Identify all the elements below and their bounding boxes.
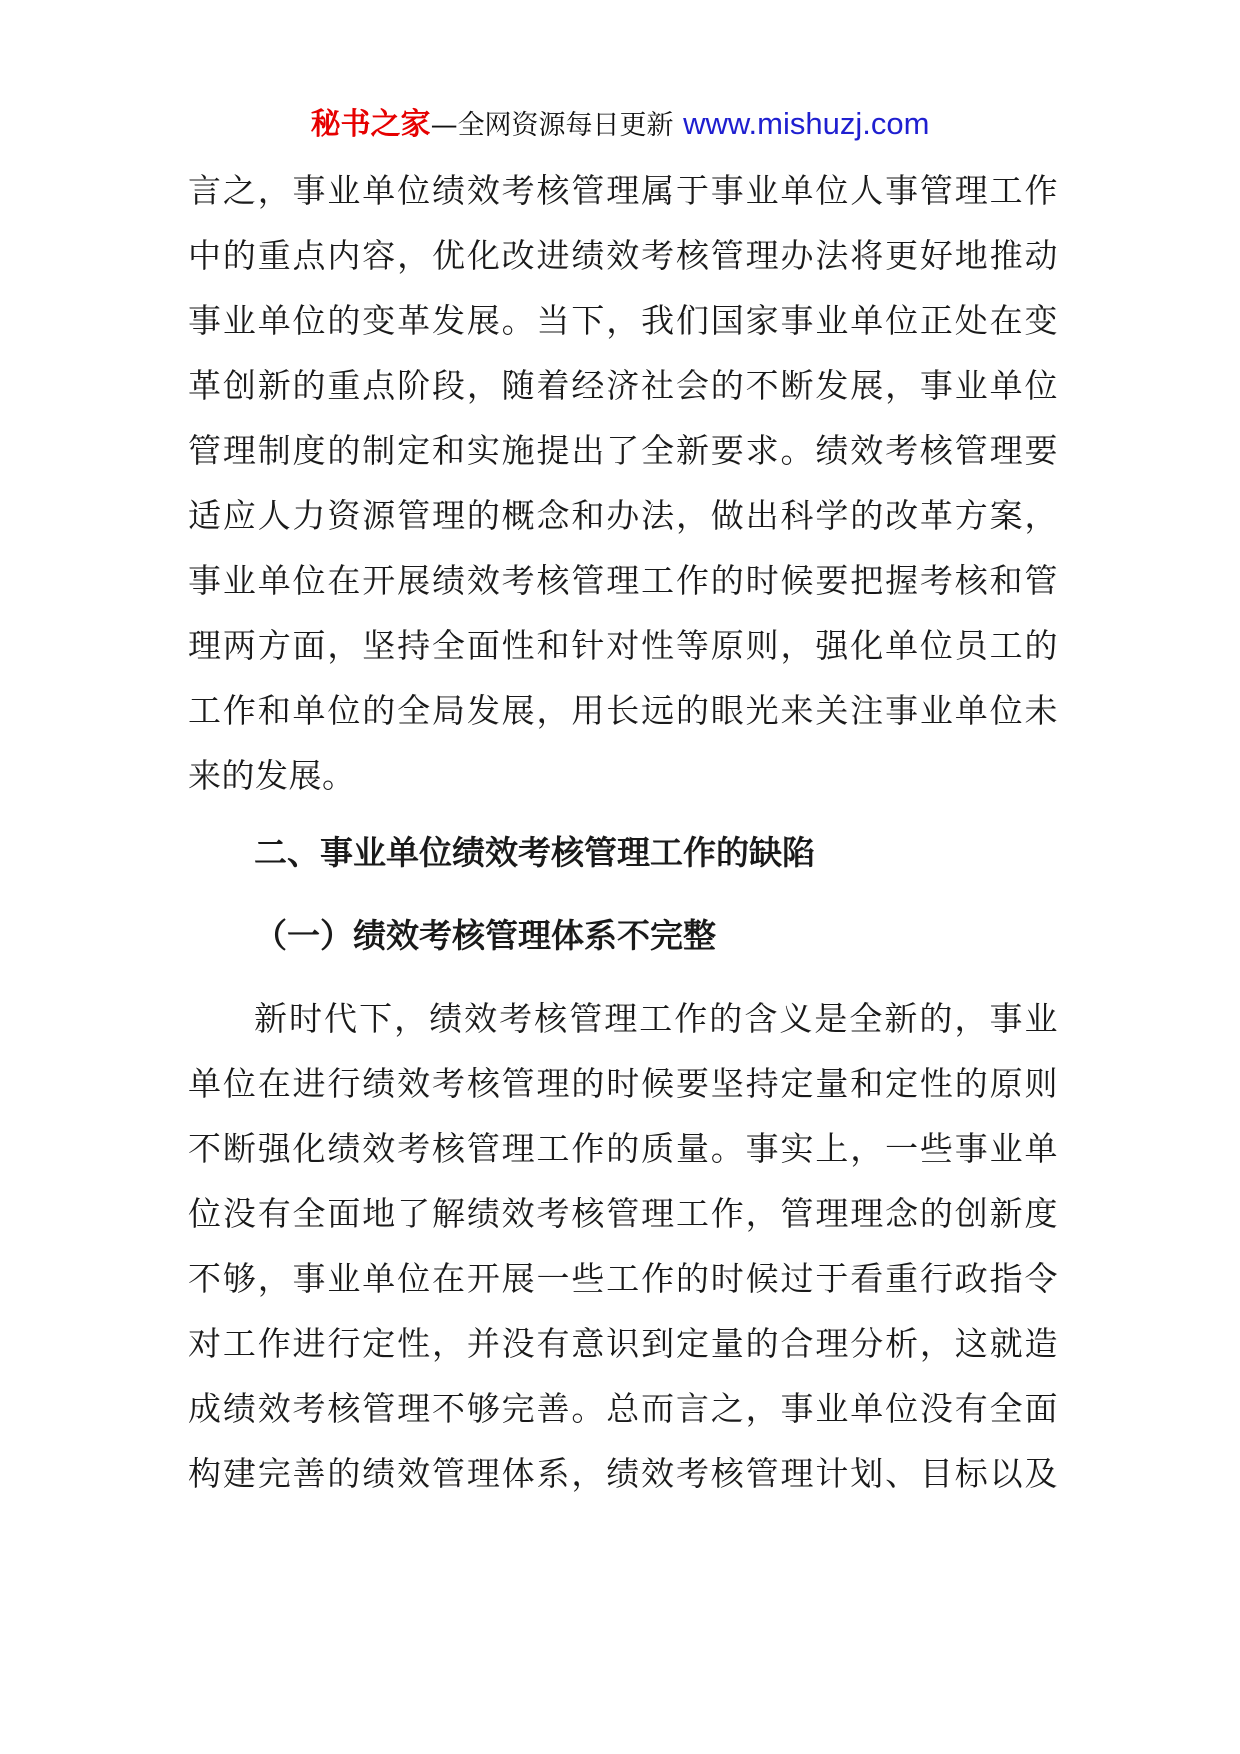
text-line: 言之，事业单位绩效考核管理属于事业单位人事管理工作 <box>188 171 1058 210</box>
text-line: 管理制度的制定和实施提出了全新要求。绩效考核管理要 <box>188 431 1058 470</box>
text-line: 单位在进行绩效考核管理的时候要坚持定量和定性的原则 <box>188 1064 1058 1103</box>
text-line: 对工作进行定性，并没有意识到定量的合理分析，这就造 <box>188 1324 1058 1363</box>
text-line: 事业单位的变革发展。当下，我们国家事业单位正处在变 <box>188 301 1058 340</box>
paragraph-1 <box>188 158 1058 808</box>
text-line: 事业单位在开展绩效考核管理工作的时候要把握考核和管 <box>188 561 1058 600</box>
brand-name: 秘书之家 <box>310 107 431 142</box>
text-line: 工作和单位的全局发展，用长远的眼光来关注事业单位未 <box>188 691 1058 730</box>
header-url-link[interactable]: www.mishuzj.com <box>683 106 930 141</box>
text-line: 构建完善的绩效管理体系，绩效考核管理计划、目标以及 <box>188 1454 1058 1493</box>
page-header <box>0 102 1240 148</box>
subsection-heading: （一）绩效考核管理体系不完整 <box>254 916 716 955</box>
section-heading: 二、事业单位绩效考核管理工作的缺陷 <box>254 833 815 872</box>
text-line: 革创新的重点阶段，随着经济社会的不断发展，事业单位 <box>188 366 1058 405</box>
text-line: 适应人力资源管理的概念和办法，做出科学的改革方案， <box>188 496 1058 535</box>
text-line: 不断强化绩效考核管理工作的质量。事实上，一些事业单 <box>188 1129 1058 1168</box>
paragraph-2 <box>188 986 1058 1506</box>
text-line: 理两方面，坚持全面性和针对性等原则，强化单位员工的 <box>188 626 1058 665</box>
text-line: 不够，事业单位在开展一些工作的时候过于看重行政指令 <box>188 1259 1058 1298</box>
text-line: 来的发展。 <box>188 756 356 795</box>
text-line: 位没有全面地了解绩效考核管理工作，管理理念的创新度 <box>188 1194 1058 1233</box>
header-slogan: —全网资源每日更新 <box>430 110 674 141</box>
text-line: 成绩效考核管理不够完善。总而言之，事业单位没有全面 <box>188 1389 1058 1428</box>
text-line: 新时代下，绩效考核管理工作的含义是全新的，事业 <box>254 999 1058 1038</box>
text-line: 中的重点内容，优化改进绩效考核管理办法将更好地推动 <box>188 236 1058 275</box>
